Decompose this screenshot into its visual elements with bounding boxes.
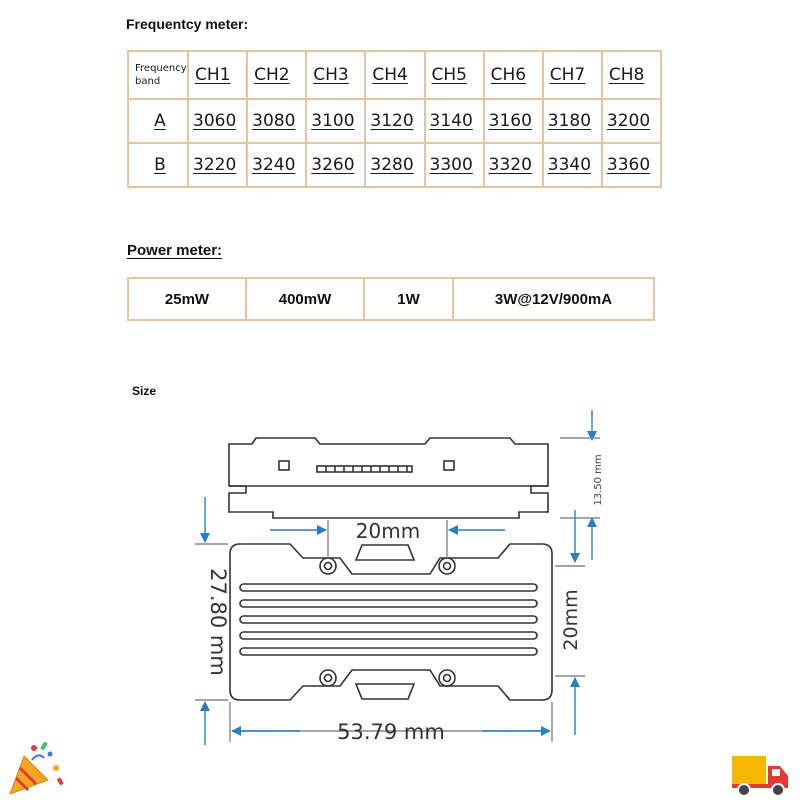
frequency-cell: 3140 <box>425 99 484 143</box>
module-top-view <box>230 544 552 700</box>
frequency-cell: 3100 <box>306 99 365 143</box>
channel-header: CH6 <box>484 51 543 99</box>
mounting-hole <box>439 670 455 686</box>
frequency-cell: 3180 <box>543 99 602 143</box>
channel-header: CH8 <box>602 51 661 99</box>
side-view-pin-header <box>317 466 412 472</box>
mounting-hole <box>320 670 336 686</box>
delivery-truck-icon <box>730 752 792 798</box>
frequency-meter-title: Frequentcy meter: <box>126 16 249 32</box>
frequency-cell: 3060 <box>188 99 247 143</box>
power-meter-title: Power meter: <box>127 242 223 259</box>
frequency-cell: 3240 <box>247 143 306 187</box>
frequency-cell: 3200 <box>602 99 661 143</box>
channel-header: CH1 <box>188 51 247 99</box>
dimension-side-label: 20mm <box>560 589 582 651</box>
module-side-view <box>229 438 548 518</box>
power-level-cell: 400mW <box>246 278 364 320</box>
power-level-cell: 1W <box>364 278 453 320</box>
dimension-mount-spacing-label: 20mm <box>355 519 421 543</box>
cooling-fins <box>240 584 537 655</box>
dimension-lines <box>195 410 600 745</box>
dimension-width-label: 53.79 mm <box>337 720 445 744</box>
mounting-hole <box>439 558 455 574</box>
frequency-cell: 3120 <box>365 99 424 143</box>
channel-header: CH2 <box>247 51 306 99</box>
frequency-cell: 3300 <box>425 143 484 187</box>
frequency-cell: 3320 <box>484 143 543 187</box>
frequency-cell: 3260 <box>306 143 365 187</box>
frequency-cell: 3220 <box>188 143 247 187</box>
frequency-band-header: Frequency band <box>128 51 188 99</box>
frequency-cell: 3340 <box>543 143 602 187</box>
channel-header: CH3 <box>306 51 365 99</box>
side-view-led-right <box>444 461 454 470</box>
channel-header: CH4 <box>365 51 424 99</box>
channel-header: CH7 <box>543 51 602 99</box>
band-label: B <box>128 143 188 187</box>
frequency-cell: 3160 <box>484 99 543 143</box>
size-title: Size <box>132 384 157 398</box>
side-view-led-left <box>279 461 289 470</box>
dimension-height-label: 13.50 mm <box>593 454 604 506</box>
frequency-cell: 3360 <box>602 143 661 187</box>
power-level-cell: 25mW <box>128 278 246 320</box>
bottom-connector-notch <box>356 684 414 699</box>
power-level-cell: 3W@12V/900mA <box>453 278 654 320</box>
party-popper-icon <box>4 738 66 798</box>
frequency-cell: 3280 <box>365 143 424 187</box>
dimension-depth-label: 27.80 mm <box>206 568 230 676</box>
frequency-cell: 3080 <box>247 99 306 143</box>
channel-header: CH5 <box>425 51 484 99</box>
mounting-hole <box>320 558 336 574</box>
band-label: A <box>128 99 188 143</box>
top-connector-notch <box>356 545 414 560</box>
